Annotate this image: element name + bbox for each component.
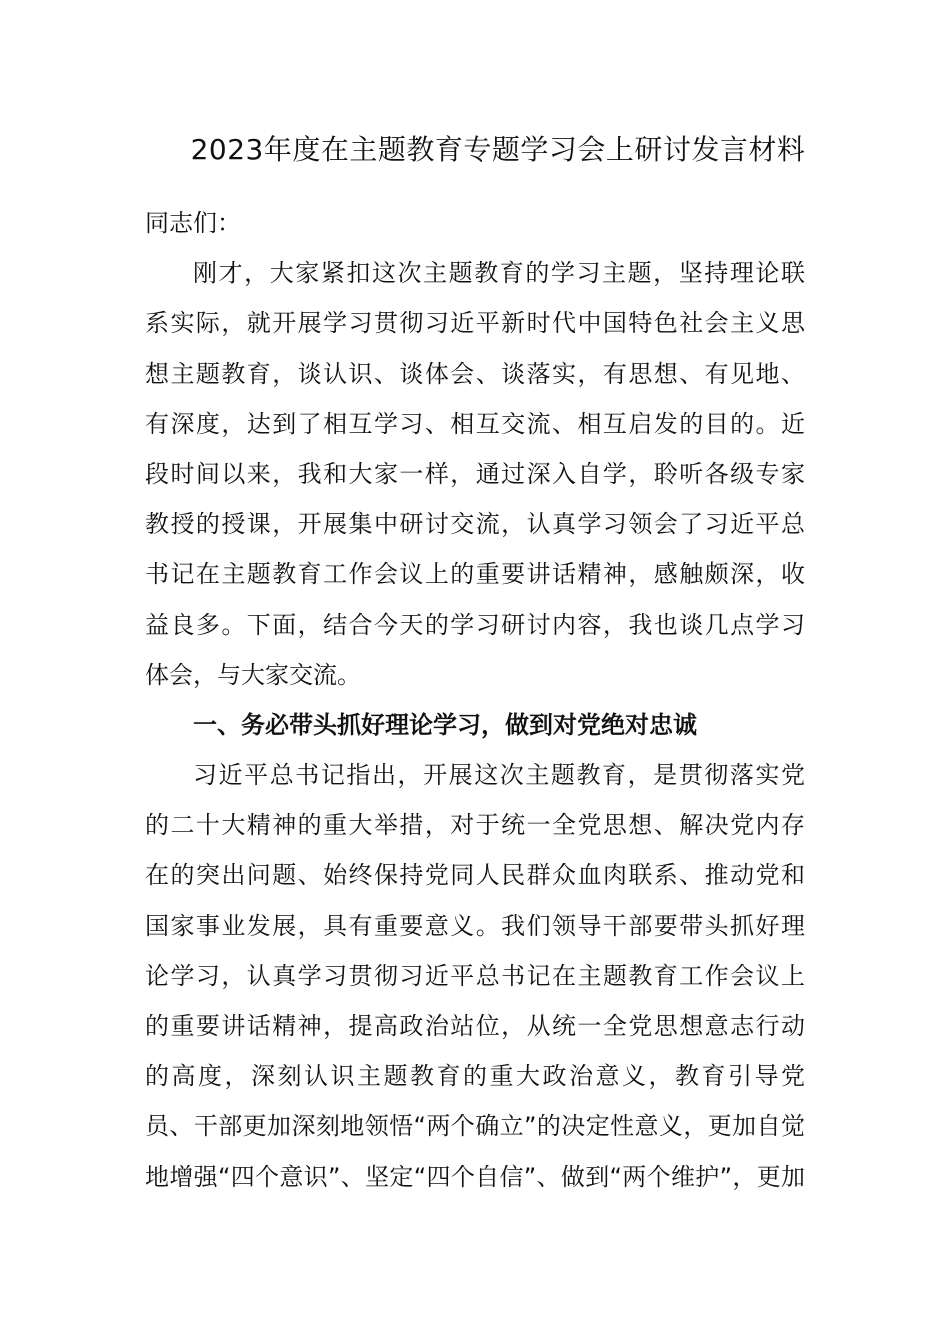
document-body bbox=[145, 198, 805, 1202]
paragraph-line: 员、干部更加深刻地领悟“两个确立”的决定性意义，更加自觉 bbox=[145, 1112, 805, 1141]
section-heading: 一、务必带头抓好理论学习，做到对党绝对忠诚 bbox=[193, 710, 697, 739]
paragraph-line: 习近平总书记指出，开展这次主题教育，是贯彻落实党 bbox=[193, 761, 805, 790]
paragraph-line: 论学习，认真学习贯彻习近平总书记在主题教育工作会议上 bbox=[145, 961, 805, 990]
paragraph-line: 刚才，大家紧扣这次主题教育的学习主题，坚持理论联 bbox=[193, 259, 805, 288]
paragraph-line: 想主题教育，谈认识、谈体会、谈落实，有思想、有见地、 bbox=[145, 359, 805, 388]
paragraph-line: 在的突出问题、始终保持党同人民群众血肉联系、推动党和 bbox=[145, 861, 805, 890]
paragraph-line: 系实际，就开展学习贯彻习近平新时代中国特色社会主义思 bbox=[145, 309, 805, 338]
paragraph-line: 国家事业发展，具有重要意义。我们领导干部要带头抓好理 bbox=[145, 911, 805, 940]
paragraph-line: 体会，与大家交流。 bbox=[145, 660, 361, 689]
salutation: 同志们： bbox=[145, 209, 241, 237]
paragraph-line: 地增强“四个意识”、坚定“四个自信”、做到“两个维护”，更加 bbox=[145, 1162, 805, 1191]
document-title: 2023年度在主题教育专题学习会上研讨发言材料 bbox=[190, 133, 806, 166]
paragraph-line: 有深度，达到了相互学习、相互交流、相互启发的目的。近 bbox=[145, 409, 805, 438]
paragraph-line: 书记在主题教育工作会议上的重要讲话精神，感触颇深，收 bbox=[145, 560, 805, 589]
paragraph-line: 教授的授课，开展集中研讨交流，认真学习领会了习近平总 bbox=[145, 510, 805, 539]
paragraph-line: 的高度，深刻认识主题教育的重大政治意义，教育引导党 bbox=[145, 1062, 805, 1091]
paragraph-line: 段时间以来，我和大家一样，通过深入自学，聆听各级专家 bbox=[145, 459, 805, 488]
paragraph-line: 的重要讲话精神，提高政治站位，从统一全党思想意志行动 bbox=[145, 1012, 805, 1040]
paragraph-line: 的二十大精神的重大举措，对于统一全党思想、解决党内存 bbox=[145, 811, 805, 840]
paragraph-line: 益良多。下面，结合今天的学习研讨内容，我也谈几点学习 bbox=[145, 610, 805, 639]
